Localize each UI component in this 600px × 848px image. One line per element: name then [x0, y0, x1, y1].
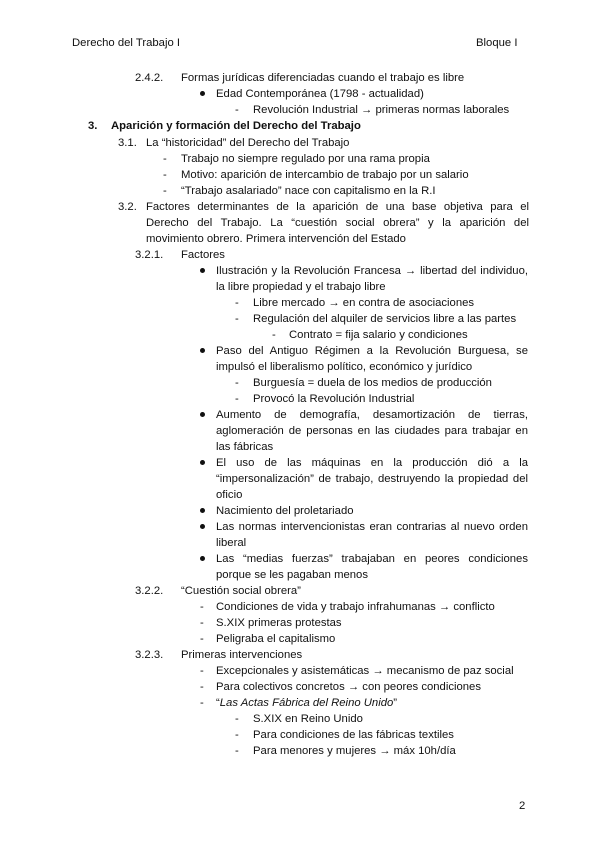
list-item: Nacimiento del proletariado	[216, 505, 354, 517]
bullet-icon	[200, 460, 205, 465]
heading-number: 3.2.3.	[135, 649, 164, 661]
list-item	[216, 695, 397, 711]
list-item: Condiciones de vida y trabajo infrahumanas → conflicto	[216, 601, 495, 613]
heading-number: 3.2.2.	[135, 585, 164, 597]
header-left: Derecho del Trabajo I	[72, 37, 181, 49]
dash-icon: -	[200, 681, 204, 693]
list-item: El uso de las máquinas en la producción dió a la “impersonalización” de trabajo, destruyendo la propiedad del oficio	[216, 457, 528, 501]
list-item: Libre mercado → en contra de asociaciones	[253, 297, 475, 309]
list-item: Las normas intervencionistas eran contrarias al nuevo orden liberal	[216, 521, 528, 549]
heading-number: 3.2.1.	[135, 249, 164, 261]
quote-close: ”	[393, 697, 398, 709]
dash-icon: -	[200, 633, 204, 645]
dash-icon: -	[272, 329, 276, 341]
dash-icon: -	[235, 393, 239, 405]
list-item: S.XIX primeras protestas	[216, 617, 342, 629]
bullet-icon	[200, 268, 205, 273]
dash-icon: -	[163, 185, 167, 197]
list-item: Paso del Antiguo Régimen a la Revolución Burguesa, se impulsó el liberalismo político, económico y jurídico	[216, 345, 528, 373]
heading-number: 3.2.	[118, 201, 137, 213]
heading-text: Primeras intervenciones	[181, 649, 303, 661]
list-item: Edad Contemporánea (1798 - actualidad)	[216, 88, 424, 100]
heading-text: Factores determinantes de la aparición de una base objetiva para el Derecho del Trabajo. La “cuestión social obrera” y la aparición del movimiento obrero. Primera intervención del Estado	[146, 201, 529, 245]
list-item: Contrato = fija salario y condiciones	[289, 329, 468, 341]
bullet-icon	[200, 524, 205, 529]
bullet-icon	[200, 348, 205, 353]
bullet-icon	[200, 556, 205, 561]
list-item: Revolución Industrial → primeras normas laborales	[253, 104, 510, 116]
dash-icon: -	[235, 377, 239, 389]
list-item: Trabajo no siempre regulado por una rama propia	[181, 153, 430, 165]
header-right: Bloque I	[476, 37, 518, 49]
heading-text: “Cuestión social obrera”	[181, 585, 301, 597]
bullet-icon	[200, 508, 205, 513]
list-item: S.XIX en Reino Unido	[253, 713, 363, 725]
list-item: Ilustración y la Revolución Francesa → libertad del individuo, la libre propiedad y el trabajo libre	[216, 265, 528, 293]
dash-icon: -	[235, 713, 239, 725]
list-item: Las “medias fuerzas” trabajaban en peores condiciones porque se les pagaban menos	[216, 553, 528, 581]
heading-text: La “historicidad” del Derecho del Trabajo	[146, 137, 350, 149]
italic-title: Las Actas Fábrica del Reino Unido	[219, 697, 394, 709]
dash-icon: -	[200, 665, 204, 677]
section-title: Aparición y formación del Derecho del Trabajo	[111, 120, 361, 132]
page-number: 2	[519, 800, 526, 812]
list-item: Excepcionales y asistemáticas → mecanismo de paz social	[216, 665, 514, 677]
dash-icon: -	[235, 313, 239, 325]
heading-text: Factores	[181, 249, 225, 261]
dash-icon: -	[235, 729, 239, 741]
heading-number: 2.4.2.	[135, 72, 164, 84]
list-item: Provocó la Revolución Industrial	[253, 393, 415, 405]
list-item: Para colectivos concretos → con peores condiciones	[216, 681, 481, 693]
dash-icon: -	[163, 153, 167, 165]
bullet-icon	[200, 91, 205, 96]
section-number: 3.	[88, 120, 98, 132]
list-item: Regulación del alquiler de servicios libre a las partes	[253, 313, 517, 325]
list-item: Para condiciones de las fábricas textiles	[253, 729, 454, 741]
list-item: Burguesía = duela de los medios de producción	[253, 377, 492, 389]
list-item: “Trabajo asalariado” nace con capitalismo en la R.I	[181, 185, 436, 197]
dash-icon: -	[235, 745, 239, 757]
dash-icon: -	[200, 617, 204, 629]
dash-icon: -	[200, 697, 204, 709]
dash-icon: -	[163, 169, 167, 181]
dash-icon: -	[200, 601, 204, 613]
list-item: Aumento de demografía, desamortización de tierras, aglomeración de personas en las ciudades para trabajar en las fábricas	[216, 409, 528, 453]
list-item: Peligraba el capitalismo	[216, 633, 336, 645]
dash-icon: -	[235, 104, 239, 116]
list-item: Para menores y mujeres → máx 10h/día	[253, 745, 456, 757]
heading-text: Formas jurídicas diferenciadas cuando el trabajo es libre	[181, 72, 465, 84]
list-item: Motivo: aparición de intercambio de trabajo por un salario	[181, 169, 469, 181]
dash-icon: -	[235, 297, 239, 309]
quote-open: “	[216, 697, 220, 709]
bullet-icon	[200, 412, 205, 417]
heading-number: 3.1.	[118, 137, 137, 149]
